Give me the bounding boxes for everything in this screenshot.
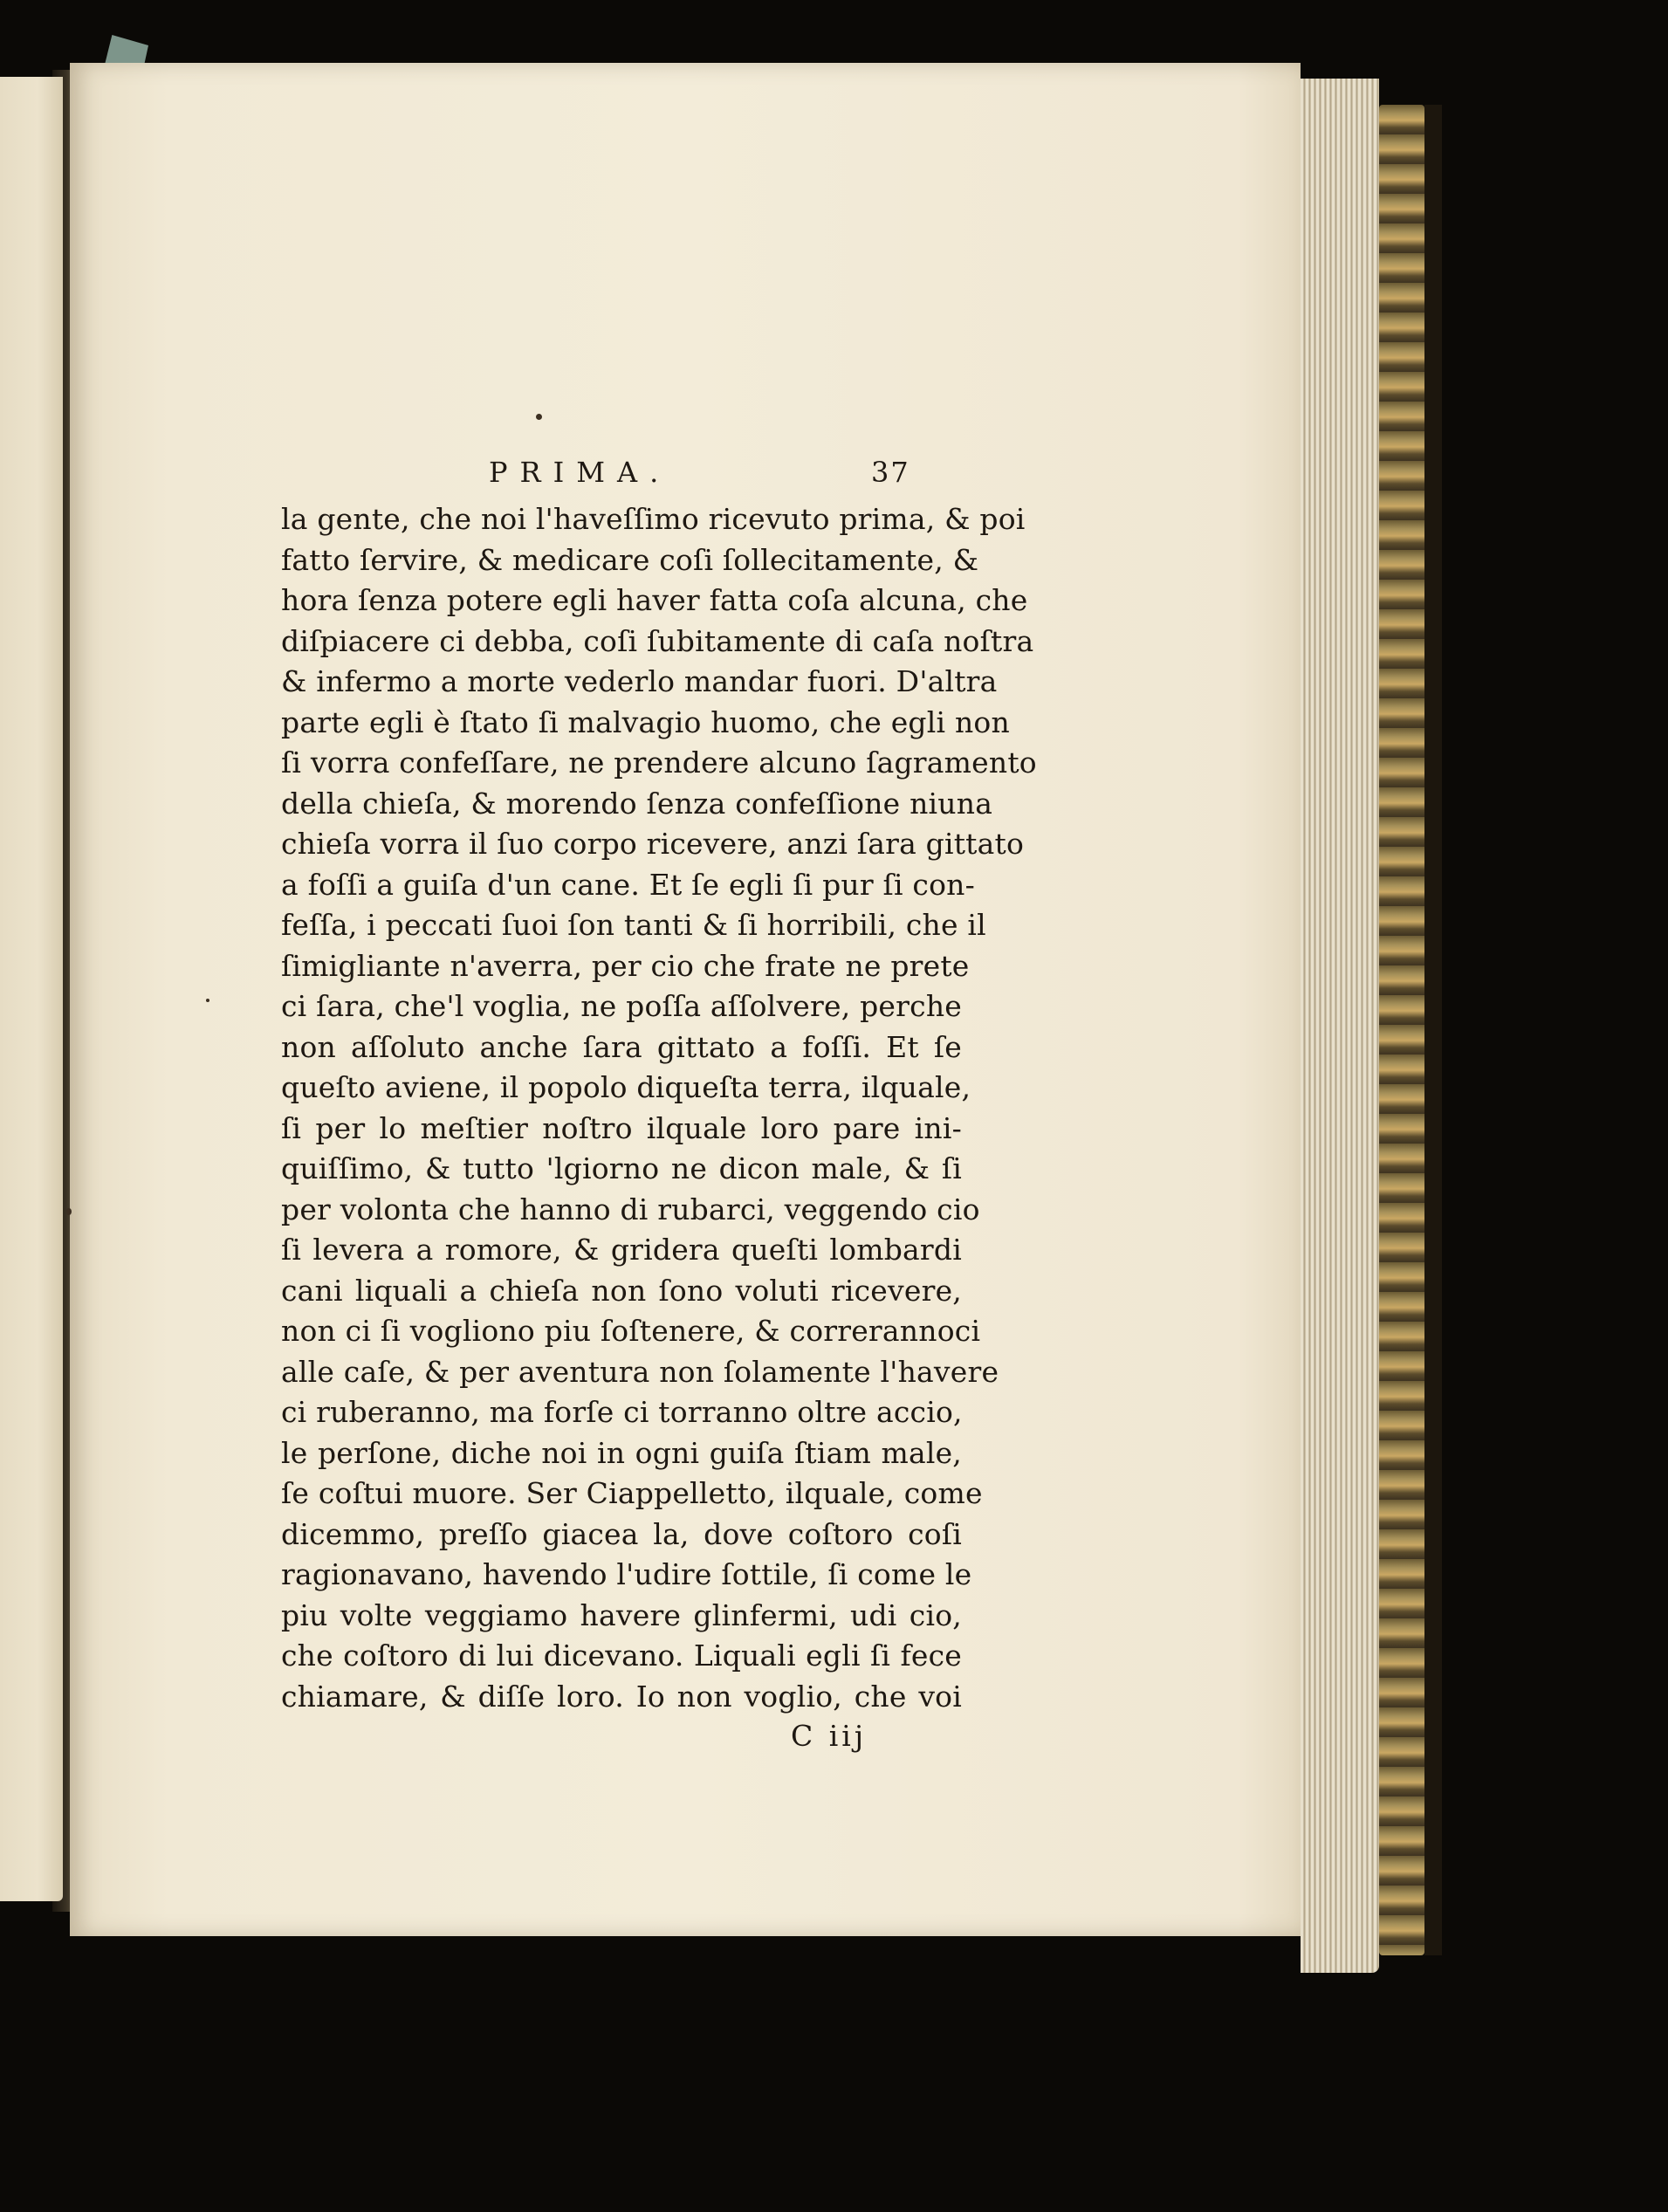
text-line: che coſtoro di lui dicevano. Liquali egli ſi fece (281, 1638, 962, 1673)
left-page-edge (0, 77, 63, 1901)
text-line: parte egli è ſtato ſi malvagio huomo, che egli non (281, 704, 1010, 739)
text-line: ſimigliante n'averra, per cio che frate ne prete (281, 948, 970, 983)
text-line: cani liquali a chieſa non ſono voluti ricevere, (281, 1273, 962, 1308)
body-text (281, 499, 1037, 1717)
fore-edge (1301, 79, 1379, 1973)
text-line: piu volte veggiamo havere glinfermi, udi cio, (281, 1597, 962, 1632)
binding-shadow (1424, 105, 1442, 1955)
text-line: ci ruberanno, ma forſe ci torranno oltre accio, (281, 1395, 963, 1429)
text-line: a foſſi a guiſa d'un cane. Et ſe egli ſi pur ſi con- (281, 867, 975, 902)
text-line: ci ſara, che'l voglia, ne poſſa aſſolvere, perche (281, 989, 962, 1023)
text-line: ſi vorra confeſſare, ne prendere alcuno ſagramento (281, 745, 1037, 780)
signature-text: C iij (791, 1719, 868, 1753)
text-line: feſſa, i peccati ſuoi ſon tanti & ſi horribili, che il (281, 908, 986, 942)
text-line: non aſſoluto anche ſara gittato a foſſi. Et ſe (281, 1029, 962, 1064)
text-line: chiamare, & diſſe loro. Io non voglio, che voi (281, 1679, 962, 1714)
running-head (281, 450, 962, 499)
gilt-binding (1379, 105, 1424, 1955)
text-line: hora ſenza potere egli haver fatta coſa alcuna, che (281, 583, 1028, 617)
text-line: queſto aviene, il popolo diqueſta terra, ilquale, (281, 1070, 971, 1104)
text-line: ſi per lo meſtier noſtro ilquale loro pare ini- (281, 1110, 962, 1145)
text-block (281, 450, 1037, 1761)
text-line: dicemmo, preſſo giacea la, dove coſtoro coſi (281, 1516, 962, 1551)
text-line: le perſone, diche noi in ogni guiſa ſtiam male, (281, 1435, 962, 1470)
text-line: alle caſe, & per aventura non ſolamente l'havere (281, 1354, 999, 1389)
text-line: ragionavano, havendo l'udire ſottile, ſi come le (281, 1557, 972, 1591)
text-line: per volonta che hanno di rubarci, veggendo cio (281, 1192, 980, 1226)
text-line: ſi levera a romore, & gridera queſti lombardi (281, 1233, 962, 1267)
running-title: PRIMA. (489, 456, 671, 489)
signature-mark (281, 1717, 962, 1761)
text-line: fatto ſervire, & medicare coſi ſollecitamente, & (281, 542, 979, 577)
text-line: & infermo a morte vederlo mandar fuori. D'altra (281, 664, 998, 698)
ink-speck (66, 1208, 72, 1215)
page-number: 37 (871, 456, 910, 489)
text-line: diſpiacere ci debba, coſi ſubitamente di caſa noſtra (281, 623, 1034, 658)
ink-speck (206, 999, 209, 1002)
text-line: quiſſimo, & tutto 'lgiorno ne dicon male, & ſi (281, 1151, 962, 1185)
text-line: ſe coſtui muore. Ser Ciappelletto, ilquale, come (281, 1476, 983, 1510)
text-line: della chieſa, & morendo ſenza confeſſione niuna (281, 786, 993, 821)
text-line: la gente, che noi l'haveſſimo ricevuto prima, & poi (281, 502, 1026, 536)
ink-speck (536, 414, 542, 420)
text-line: non ci ſi vogliono piu ſoſtenere, & correrannoci (281, 1314, 981, 1348)
text-line: chieſa vorra il ſuo corpo ricevere, anzi ſara gittato (281, 827, 1025, 861)
